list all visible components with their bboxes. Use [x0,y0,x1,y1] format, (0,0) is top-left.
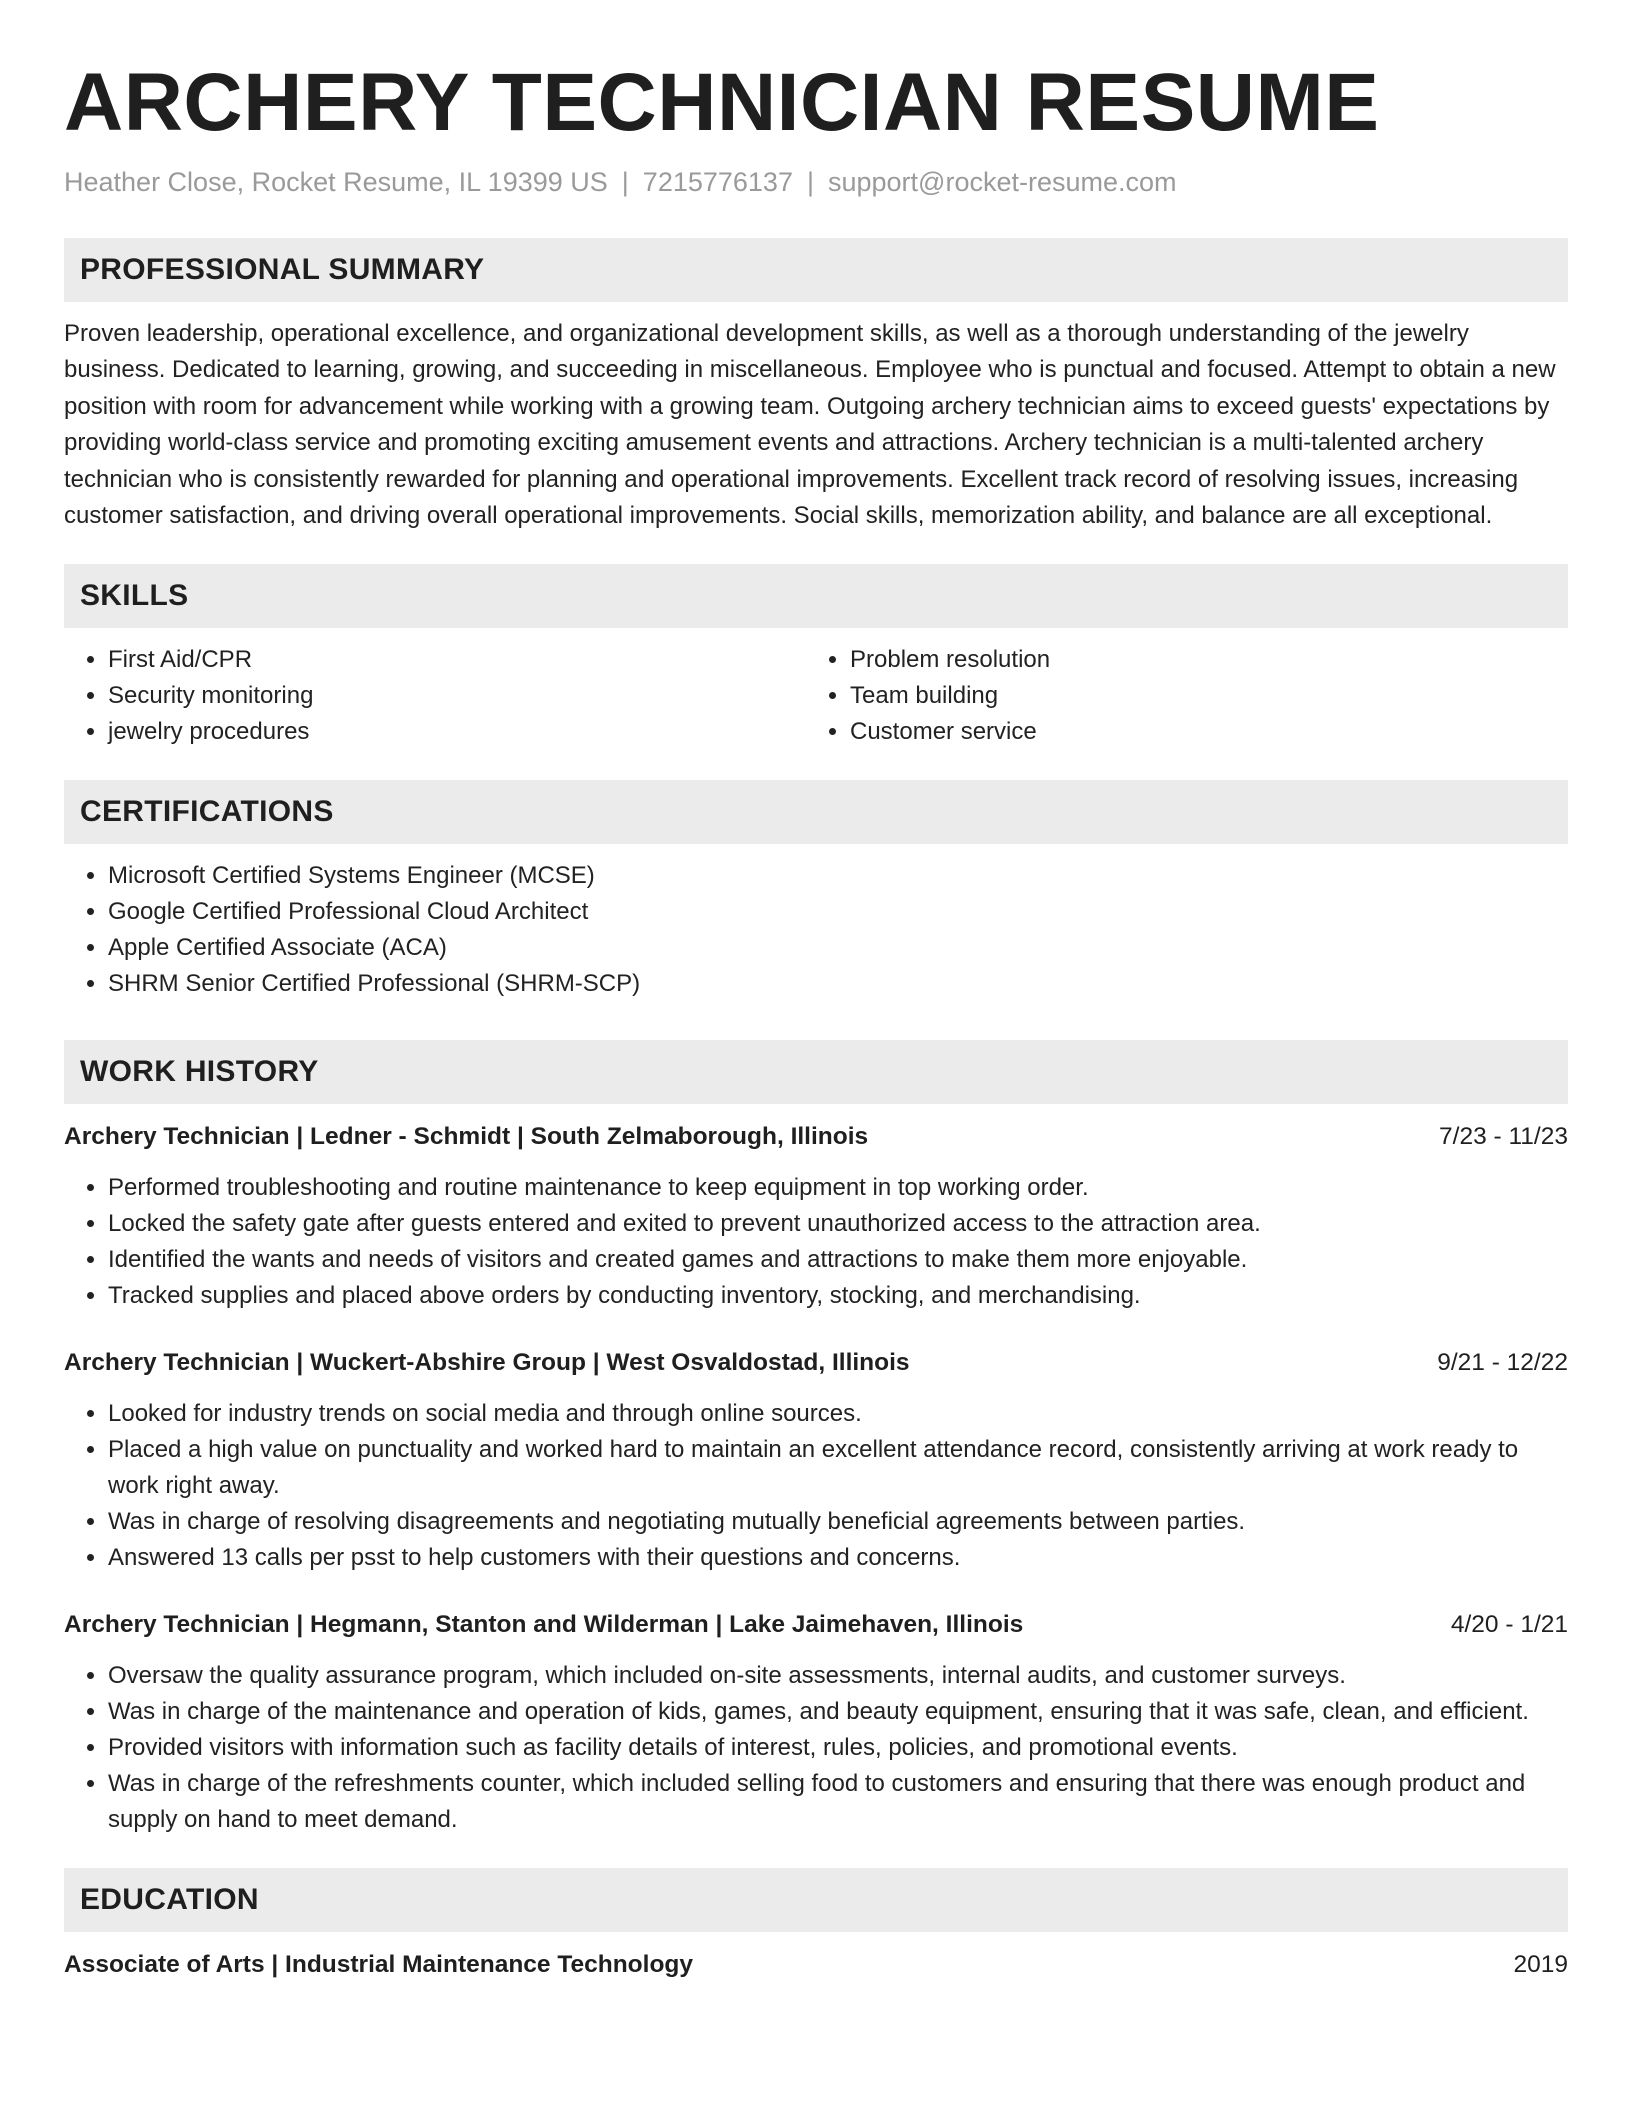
contact-separator: | [621,167,629,197]
list-item: • Was in charge of the maintenance and operation of kids, games, and beauty equipment, ensuring that it was safe, clean, and efficient. [108,1694,1568,1730]
contact-separator: | [806,167,814,197]
summary-text: Proven leadership, operational excellence, and organizational development skills, as well as a thorough understanding of the jewelry business. Dedicated to learning, growing, and succeeding in miscellaneous. Employee who is punctual and focused. Attempt to obtain a new position with room for advancement while working with a growing team. Outgoing archery technician aims to exceed guests' expectations by providing world-class service and promoting exciting amusement events and attractions. Archery technician is a multi-talented archery technician who is consistently rewarded for planning and operational improvements. Excellent track record of resolving issues, increasing customer satisfaction, and driving overall operational improvements. Social skills, memorization ability, and balance are all exceptional. [64,320,1556,530]
list-item: • First Aid/CPR [108,642,806,678]
list-item: • Provided visitors with information such as facility details of interest, rules, policies, and promotional events. [108,1730,1568,1766]
job-bullets [64,1396,1568,1576]
list-item: • Customer service [850,714,1548,750]
education-degree: Associate of Arts | Industrial Maintenance Technology [64,1951,693,1979]
job-bullets [64,1658,1568,1838]
certifications-list [64,858,1568,1002]
job-header [64,1608,1568,1642]
list-item: • Was in charge of resolving disagreements and negotiating mutually beneficial agreements between parties. [108,1504,1568,1540]
list-item: • Identified the wants and needs of visitors and created games and attractions to make them more enjoyable. [108,1242,1568,1278]
list-item: • Tracked supplies and placed above orders by conducting inventory, stocking, and merchandising. [108,1278,1568,1314]
job-header [64,1346,1568,1380]
section-heading-work-history: WORK HISTORY [64,1040,1568,1104]
list-item: • Placed a high value on punctuality and worked hard to maintain an excellent attendance record, consistently arriving at work ready to work right away. [108,1432,1568,1504]
list-item: • Google Certified Professional Cloud Architect [108,894,1568,930]
job-entry [64,1120,1568,1314]
skills-grid [64,642,1568,750]
resume-title: ARCHERY TECHNICIAN RESUME [64,57,1380,148]
education-entry [64,1948,1568,1982]
job-dates: 9/21 - 12/22 [1437,1349,1568,1377]
skills-list-left [64,642,806,750]
section-heading-skills: SKILLS [64,564,1568,628]
job-entry [64,1346,1568,1576]
skills-list-right [806,642,1548,750]
job-dates: 4/20 - 1/21 [1450,1611,1568,1639]
education-year: 2019 [1513,1951,1568,1979]
list-item: • Answered 13 calls per psst to help customers with their questions and concerns. [108,1540,1568,1576]
list-item: • Security monitoring [108,678,806,714]
contact-email: support@rocket-resume.com [827,167,1177,197]
job-title: Archery Technician | Wuckert-Abshire Group | West Osvaldostad, Illinois [64,1349,910,1377]
job-title: Archery Technician | Hegmann, Stanton and Wilderman | Lake Jaimehaven, Illinois [64,1611,1024,1639]
list-item: • Apple Certified Associate (ACA) [108,930,1568,966]
section-heading-summary: PROFESSIONAL SUMMARY [64,238,1568,302]
job-title: Archery Technician | Ledner - Schmidt | South Zelmaborough, Illinois [64,1123,869,1151]
list-item: • Microsoft Certified Systems Engineer (MCSE) [108,858,1568,894]
list-item: • SHRM Senior Certified Professional (SHRM-SCP) [108,966,1568,1002]
list-item: • Looked for industry trends on social media and through online sources. [108,1396,1568,1432]
list-item: • Problem resolution [850,642,1548,678]
list-item: • Performed troubleshooting and routine maintenance to keep equipment in top working order. [108,1170,1568,1206]
list-item: • Team building [850,678,1548,714]
job-dates: 7/23 - 11/23 [1439,1123,1568,1151]
list-item: • Oversaw the quality assurance program, which included on-site assessments, internal audits, and customer surveys. [108,1658,1568,1694]
contact-line [64,164,1568,200]
list-item: • jewelry procedures [108,714,806,750]
section-heading-certifications: CERTIFICATIONS [64,780,1568,844]
section-heading-education: EDUCATION [64,1868,1568,1932]
job-bullets [64,1170,1568,1314]
job-header [64,1120,1568,1154]
contact-address: Heather Close, Rocket Resume, IL 19399 US [64,167,608,197]
contact-phone: 7215776137 [642,167,793,197]
list-item: • Was in charge of the refreshments counter, which included selling food to customers and ensuring that there was enough product and supply on hand to meet demand. [108,1766,1568,1838]
job-entry [64,1608,1568,1838]
list-item: • Locked the safety gate after guests entered and exited to prevent unauthorized access to the attraction area. [108,1206,1568,1242]
